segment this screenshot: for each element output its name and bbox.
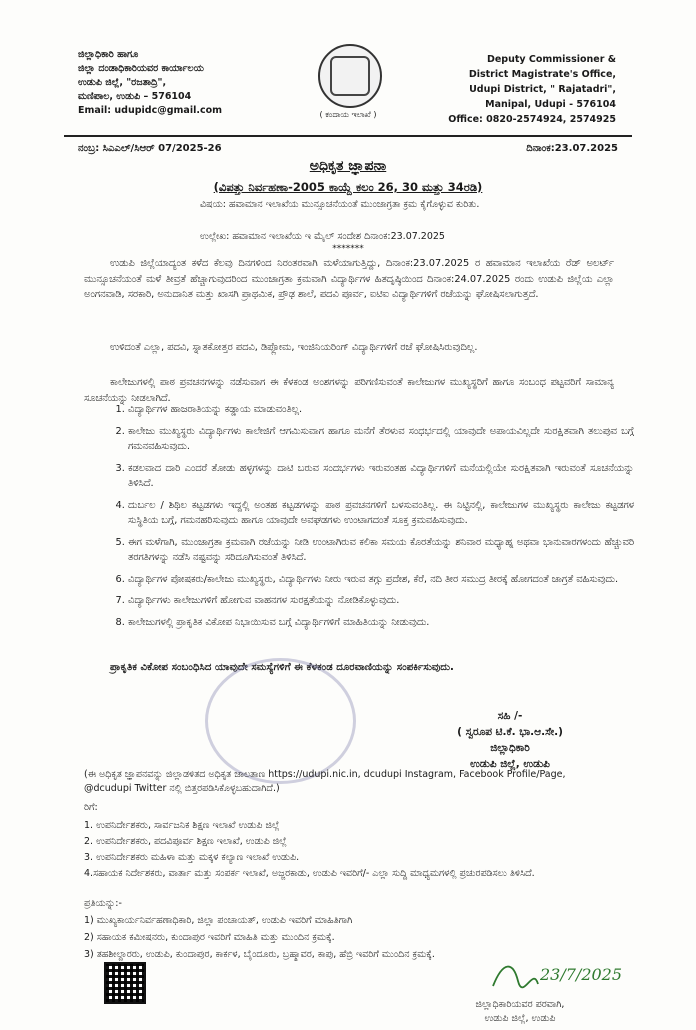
copy-item: 1) ಮುಖ್ಯಕಾರ್ಯನಿರ್ವಹಣಾಧಿಕಾರಿ, ಜಿಲ್ಲಾ ಪಂಚಾಯತ್, ಉಡುಪಿ ಇವರಿಗೆ ಮಾಹಿತಿಗಾಗಿ bbox=[84, 915, 353, 926]
list-item: 4. ದುರ್ಬಲ / ಶಿಥಿಲ ಕಟ್ಟಡಗಳು ಇದ್ದಲ್ಲಿ ಅಂತಹ ಕಟ್ಟಡಗಳನ್ನು ಪಾಠ ಪ್ರವಚನಗಳಿಗೆ ಬಳಸುವಂತಿಲ್ಲ. ಈ ನಿಟ್ಟಿನಲ್ಲಿ, ಕಾಲೇಜುಗಳ ಮುಖ್ಯಸ್ಥರು ಕಾಲೇಜು ಕಟ್ಟಡಗಳ ಸುಸ್ಥಿತಿಯ ಬಗ್ಗೆ, ಗಮನಹರಿಸುವುದು ಹಾಗೂ ಯಾವುದೇ ಅವಘಡಗಳು ಉಂಟಾಗದಂತೆ ಸೂಕ್ತ ಕ್ರಮವಹಿಸುವುದು. bbox=[128, 498, 634, 529]
header-divider bbox=[64, 135, 632, 137]
recipient-item: 2. ಉಪನಿರ್ದೇಶಕರು, ಪದವಿಪೂರ್ವ ಶಿಕ್ಷಣ ಇಲಾಖೆ, ಉಡುಪಿ ಜಿಲ್ಲೆ bbox=[84, 836, 287, 847]
header-left-kannada bbox=[78, 48, 222, 118]
seal-caption: ( ಕಂದಾಯ ಇಲಾಖೆ ) bbox=[319, 110, 377, 119]
list-item: 1. ವಿದ್ಯಾರ್ಥಿಗಳ ಹಾಜರಾತಿಯನ್ನು ಕಡ್ಡಾಯ ಮಾಡುವಂತಿಲ್ಲ. bbox=[128, 402, 634, 418]
publication-note: (ಈ ಅಧಿಕೃತ ಜ್ಞಾಪನವನ್ನು ಜಿಲ್ಲಾಡಳಿತದ ಅಧಿಕೃತ ಜಾಲತಾಣ https://udupi.nic.in, dcudupi Instagram, Facebook Profile/Page, @dcudupi Twitter ನಲ್ಲಿ ಬಿತ್ತರಪಡಿಸಿಕೊಳ್ಳಬಹುದಾಗಿದೆ.) bbox=[84, 769, 566, 794]
signatory-designation: ಜಿಲ್ಲಾಧಿಕಾರಿ bbox=[490, 742, 530, 754]
header-right-line: Udupi District, " Rajatadri", bbox=[469, 84, 616, 95]
signature-block bbox=[420, 708, 600, 772]
memo-subtitle: (ವಿಪತ್ತು ನಿರ್ವಹಣಾ-2005 ಕಾಯ್ದೆ ಕಲಂ 26, 30 ಮತ್ತು 34ರಡಿ) bbox=[213, 180, 483, 194]
list-item: 8. ಕಾಲೇಜುಗಳಲ್ಲಿ ಪ್ರಾಕೃತಿಕ ವಿಕೋಪ ನಿಭಾಯಿಸುವ ಬಗ್ಗೆ ವಿದ್ಯಾರ್ಥಿಗಳಿಗೆ ಮಾಹಿತಿಯನ್ನು ನೀಡುವುದು. bbox=[128, 615, 634, 631]
header-email: Email: udupidc@gmail.com bbox=[78, 105, 223, 116]
seal-emblem bbox=[330, 56, 370, 96]
list-item: 2. ಕಾಲೇಜು ಮುಖ್ಯಸ್ಥರು ವಿದ್ಯಾರ್ಥಿಗಳು ಕಾಲೇಜಿಗೆ ಆಗಮಿಸುವಾಗ ಹಾಗೂ ಮನೆಗೆ ತೆರಳುವ ಸಂಧರ್ಭದಲ್ಲಿ ಯಾವುದೇ ಅಪಾಯವಿಲ್ಲದೇ ಸುರಕ್ಷಿತವಾಗಿ ತಲುಪುವ ಬಗ್ಗೆ ಗಮನವಹಿಸುವುದು. bbox=[128, 424, 634, 455]
header-right-english bbox=[448, 52, 616, 127]
memo-title: ಅಧಿಕೃತ ಜ್ಞಾಪನಾ bbox=[309, 158, 387, 174]
government-seal-icon bbox=[318, 44, 382, 108]
forwarding-block bbox=[430, 998, 610, 1026]
copy-label: ಪ್ರತಿಯನ್ನು:- bbox=[84, 898, 122, 909]
header-right-line: Deputy Commissioner & bbox=[486, 54, 616, 65]
forwarding-line: ಜಿಲ್ಲಾಧಿಕಾರಿಯವರ ಪರವಾಗಿ, bbox=[475, 999, 565, 1010]
memo-subject: ವಿಷಯ: ಹವಾಮಾನ ಇಲಾಖೆಯ ಮುನ್ಸೂಚನೆಯಂತೆ ಮುಂಜಾಗ್ರತಾ ಕ್ರಮ ಕೈಗೊಳ್ಳುವ ಕುರಿತು. bbox=[200, 199, 480, 210]
recipient-item: 3. ಉಪನಿರ್ದೇಶಕರು ಮಹಿಳಾ ಮತ್ತು ಮಕ್ಕಳ ಕಲ್ಯಾಣ ಇಲಾಖೆ ಉಡುಪಿ. bbox=[84, 852, 300, 863]
memo-reference: ಉಲ್ಲೇಖ: ಹವಾಮಾನ ಇಲಾಖೆಯ ಇ ಮೈಲ್ ಸಂದೇಶ ದಿನಾಂಕ:23.07.2025 bbox=[200, 231, 445, 242]
list-item: 3. ಕಡಲವಾದ ದಾರಿ ಎಂದರೆ ತೋಡು ಹಳ್ಳಗಳನ್ನು ದಾಟಿ ಬರುವ ಸಂದರ್ಭಗಳು ಇರುವಂತಹ ವಿದ್ಯಾರ್ಥಿಗಳಿಗೆ ಮನೆಯಲ್ಲಿಯೇ ಸುರಕ್ಷಿತವಾಗಿ ಇರುವಂತೆ ಸೂಚನೆಯನ್ನು ತಿಳಿಸಿದೆ. bbox=[128, 461, 634, 492]
signatory-office: ಉಡುಪಿ ಜಿಲ್ಲೆ, ಉಡುಪಿ bbox=[470, 758, 550, 770]
recipient-item: 4.ಸಹಾಯಕ ನಿರ್ದೇಶಕರು, ವಾರ್ತಾ ಮತ್ತು ಸಂಪರ್ಕ ಇಲಾಖೆ, ಅಜ್ಜರಕಾಡು, ಉಡುಪಿ ಇವರಿಗೆ/- ಎಲ್ಲಾ ಸುದ್ದಿ ಮಾಧ್ಯಮಗಳಲ್ಲಿ ಪ್ರಚುರಪಡಿಸಲು ತಿಳಿಸಿದೆ. bbox=[84, 868, 535, 879]
paragraph-instructions: ಕಾಲೇಜುಗಳಲ್ಲಿ ಪಾಠ ಪ್ರವಚನಗಳನ್ನು ನಡೆಸುವಾಗ ಈ ಕೆಳಕಂಡ ಅಂಶಗಳನ್ನು ಪರಿಗಣಿಸುವಂತೆ ಕಾಲೇಜುಗಳ ಮುಖ್ಯಸ್ಥರಿಗೆ ಹಾಗೂ ಸಂಬಂಧ ಪಟ್ಟವರಿಗೆ ಸಾಮಾನ್ಯ ಸೂಚನೆಯನ್ನು ನೀಡಲಾಗಿದೆ. bbox=[84, 377, 614, 404]
header-right-phone: Office: 0820-2574924, 2574925 bbox=[448, 114, 616, 125]
separator: ******* bbox=[332, 244, 364, 254]
header-left-line: ಜಿಲ್ಲಾ ದಂಡಾಧಿಕಾರಿಯವರ ಕಾರ್ಯಾಲಯ bbox=[78, 63, 204, 74]
to-label: ರಿಗೆ: bbox=[84, 802, 98, 813]
header-right-line: District Magistrate's Office, bbox=[468, 69, 616, 80]
paragraph-exceptions: ಉಳಿದಂತೆ ಎಲ್ಲಾ, ಪದವಿ, ಸ್ನಾತಕೋತ್ತರ ಪದವಿ, ಡಿಪ್ಲೋಮ, ಇಂಜಿನಿಯರಿಂಗ್ ವಿದ್ಯಾರ್ಥಿಗಳಿಗೆ ರಜೆ ಘೋಷಿಸಿರುವುದಿಲ್ಲ. bbox=[110, 342, 478, 353]
header-left-line: ಮಣಿಪಾಲ, ಉಡುಪಿ – 576104 bbox=[78, 91, 192, 102]
signatory-name: ( ಸ್ವರೂಪ ಟಿ.ಕೆ. ಭಾ.ಆ.ಸೇ.) bbox=[457, 726, 563, 738]
forwarding-line: ಉಡುಪಿ ಜಿಲ್ಲೆ, ಉಡುಪಿ bbox=[484, 1013, 556, 1024]
signed-label: ಸಹಿ /- bbox=[497, 710, 523, 722]
instruction-list bbox=[108, 402, 634, 636]
list-item: 7. ವಿದ್ಯಾರ್ಥಿಗಳು ಕಾಲೇಜುಗಳಿಗೆ ಹೋಗುವ ವಾಹನಗಳ ಸುರಕ್ಷತೆಯನ್ನು ನೋಡಿಕೊಳ್ಳುವುದು. bbox=[128, 593, 634, 609]
reference-number: ನಂಬ್ರ: ಸಿಎಎಲ್/ಸಿಆರ್ 07/2025-26 bbox=[78, 143, 222, 154]
paragraph-contact: ಪ್ರಾಕೃತಿಕ ವಿಕೋಪ ಸಂಬಂಧಿಸಿದ ಯಾವುದೇ ಸಮಸ್ಯೆಗಳಿಗೆ ಈ ಕೆಳಕಂಡ ದೂರವಾಣಿಯನ್ನು ಸಂಪರ್ಕಿಸುವುದು. bbox=[110, 662, 454, 673]
copy-item: 2) ಸಹಾಯಕ ಕಮೀಷನರು, ಕುಂದಾಪುರ ಇವರಿಗೆ ಮಾಹಿತಿ ಮತ್ತು ಮುಂದಿನ ಕ್ರಮಕ್ಕೆ. bbox=[84, 932, 335, 943]
list-item: 5. ಈಗ ಮಳೆಗಾಗಿ, ಮುಂಜಾಗ್ರತಾ ಕ್ರಮವಾಗಿ ರಜೆಯನ್ನು ನೀಡಿ ಉಂಟಾಗಿರುವ ಕಲಿಕಾ ಸಮಯ ಕೊರತೆಯನ್ನು ಶನಿವಾರ ಮಧ್ಯಾಹ್ನ ಅಥವಾ ಭಾನುವಾರಗಳಂದು ಹೆಚ್ಚುವರಿ ತರಗತಿಗಳನ್ನು ನಡೆಸಿ ನಷ್ಟವನ್ನು ಸರಿದೂಗಿಸುವಂತೆ ತಿಳಿಸಿದೆ. bbox=[128, 535, 634, 566]
recipient-item: 1. ಉಪನಿರ್ದೇಶಕರು, ಸಾರ್ವಜನಿಕ ಶಿಕ್ಷಣ ಇಲಾಖೆ ಉಡುಪಿ ಜಿಲ್ಲೆ bbox=[84, 820, 280, 831]
paragraph-holiday: ಉಡುಪಿ ಜಿಲ್ಲೆಯಾದ್ಯಂತ ಕಳೆದ ಕೆಲವು ದಿನಗಳಿಂದ ನಿರಂತರವಾಗಿ ಮಳೆಯಾಗುತ್ತಿದ್ದು, ದಿನಾಂಕ:23.07.2025 ರ ಹವಾಮಾನ ಇಲಾಖೆಯ ರೆಡ್ ಅಲರ್ಟ್ ಮುನ್ಸೂಚನೆಯಂತೆ ಮಳೆ ತೀವ್ರತೆ ಹೆಚ್ಚಾಗುವುದರಿಂದ ಮುಂಜಾಗ್ರತಾ ಕ್ರಮವಾಗಿ ವಿದ್ಯಾರ್ಥಿಗಳ ಹಿತದೃಷ್ಠಿಯಿಂದ ದಿನಾಂಕ:24.07.2025 ರಂದು ಉಡುಪಿ ಜಿಲ್ಲೆಯ ಎಲ್ಲಾ ಅಂಗನವಾಡಿ, ಸರಕಾರಿ, ಅನುದಾನಿತ ಮತ್ತು ಖಾಸಗಿ ಪ್ರಾಥಮಿಕ, ಪ್ರೌಢ ಶಾಲೆ, ಪದವಿ ಪೂರ್ವ, ಐಟಿಐ ವಿದ್ಯಾರ್ಥಿಗಳಿಗೆ ರಜೆಯನ್ನು ಘೋಷಿಸಲಾಗುತ್ತದೆ. bbox=[84, 258, 614, 300]
header-left-line: ಉಡುಪಿ ಜಿಲ್ಲೆ, "ರಜತಾದ್ರಿ", bbox=[78, 77, 167, 88]
header-right-line: Manipal, Udupi - 576104 bbox=[485, 99, 616, 110]
memo-date: ದಿನಾಂಕ:23.07.2025 bbox=[526, 143, 618, 154]
list-item: 6. ವಿದ್ಯಾರ್ಥಿಗಳ ಪೋಷಕರು/ಕಾಲೇಜು ಮುಖ್ಯಸ್ಥರು, ವಿದ್ಯಾರ್ಥಿಗಳು ನೀರು ಇರುವ ತಗ್ಗು ಪ್ರದೇಶ, ಕೆರೆ, ನದಿ ತೀರ ಸಮುದ್ರ ತೀರಕ್ಕೆ ಹೋಗದಂತೆ ಜಾಗ್ರತೆ ವಹಿಸುವುದು. bbox=[128, 572, 634, 588]
office-stamp-icon bbox=[205, 658, 356, 784]
qr-code-icon bbox=[104, 962, 146, 1004]
handwritten-date: 23/7/2025 bbox=[540, 965, 623, 984]
copy-item: 3) ತಹಶೀಲ್ದಾರರು, ಉಡುಪಿ, ಕುಂದಾಪುರ, ಕಾರ್ಕಳ, ಬೈಂದೂರು, ಬ್ರಹ್ಮಾವರ, ಕಾಪು, ಹೆಬ್ರಿ ಇವರಿಗೆ ಮುಂದಿನ ಕ್ರಮಕ್ಕೆ. bbox=[84, 949, 435, 960]
header-left-line: ಜಿಲ್ಲಾಧಿಕಾರಿ ಹಾಗೂ bbox=[78, 49, 139, 60]
recipient-list bbox=[84, 818, 614, 882]
